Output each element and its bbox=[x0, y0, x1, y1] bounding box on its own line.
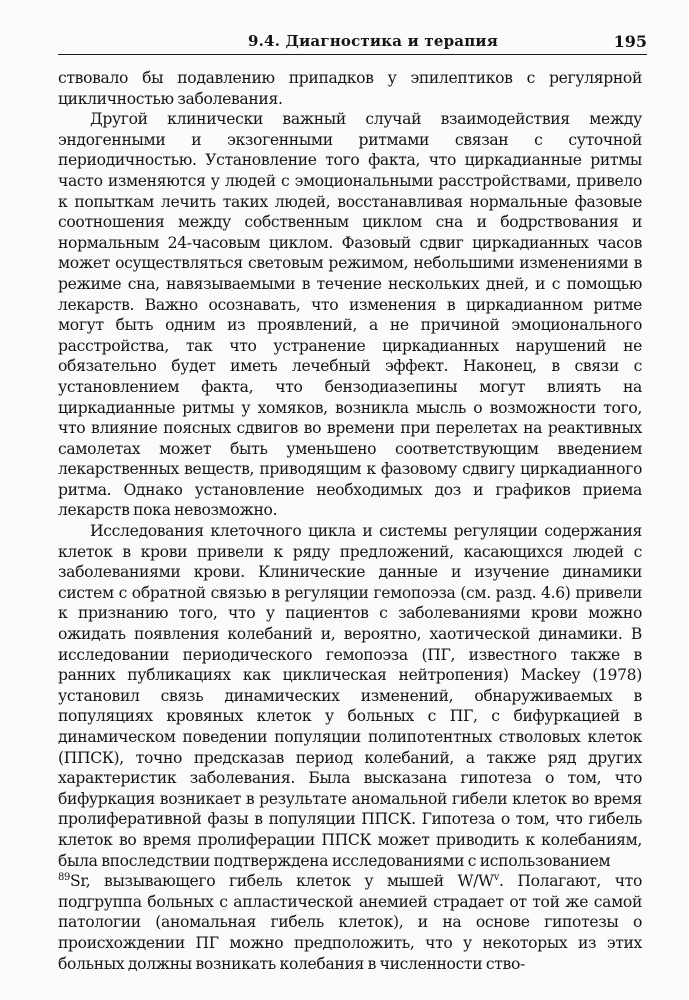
paragraph-strontium-text-a: Sr, вызывающего гибель клеток у мышей W/W bbox=[70, 872, 494, 891]
paragraph-strontium-text-b: . Полагают, что подгруппа больных с апластической анемией страдает от той же самой патологии (аномальная гибель клеток), и на основе гипотезы о происхождении ПГ можно предположить, что у некоторых из этих больных должны возникать колебания в численности ство- bbox=[58, 872, 642, 973]
isotope-mass-superscript: 89 bbox=[58, 871, 71, 883]
page-number: 195 bbox=[613, 32, 647, 51]
running-title: 9.4. Диагностика и терапия bbox=[248, 32, 499, 50]
page-header bbox=[58, 30, 647, 55]
paragraph-continuation: ствовало бы подавлению припадков у эпилептиков с регулярной цикличностью заболевания. bbox=[58, 69, 642, 108]
paragraph-strontium bbox=[58, 871, 642, 974]
paragraph-circadian-rhythms: Другой клинически важный случай взаимодействия между эндогенными и экзогенными ритмами связан с суточной периодичностью. Установление того факта, что циркадианные ритмы часто изменяются у людей с эмоциональными расстройствами, привело к попыткам лечить таких людей, восстанавливая нормальные фазовые соотношения между собственным циклом сна и бодрствования и нормальным 24-часовым циклом. Фазовый сдвиг циркадианных часов может осуществляться световым режимом, небольшими изменениями в режиме сна, навязываемыми в течение нескольких дней, и с помощью лекарств. Важно осознавать, что изменения в циркадианном ритме могут быть одним из проявлений, а не причиной эмоционального расстройства, так что устранение циркадианных нарушений не обязательно будет иметь лечебный эффект. Наконец, в связи с установлением факта, что бензодиазепины могут влиять на циркадианные ритмы у хомяков, возникла мысль о возможности того, что влияние поясных сдвигов во времени при перелетах на реактивных самолетах может быть уменьшено соответствующим введением лекарственных веществ, приводящим к фазовому сдвигу циркадианного ритма. Однако установление необходимых доз и графиков приема лекарств пока невозможно. bbox=[58, 110, 642, 520]
genotype-superscript: v bbox=[493, 871, 500, 883]
paragraph-hematopoiesis: Исследования клеточного цикла и системы регуляции содержания клеток в крови привели к ряду предложений, касающихся людей с заболеваниями крови. Клинические данные и изучение динамики систем с обратной связью в регуляции гемопоэза (см. разд. 4.6) привели к признанию того, что у пациентов с заболеваниями крови можно ожидать появления колебаний и, вероятно, хаотической динамики. В исследовании периодического гемопоэза (ПГ, известного также в ранних публикациях как циклическая нейтропения) Mackey (1978) установил связь динамических изменений, обнаруживаемых в популяциях кровяных клеток у больных с ПГ, с бифуркацией в динамическом поведении популяции полипотентных стволовых клеток (ППСК), точно предсказав период колебаний, а также ряд других характеристик заболевания. Была высказана гипотеза о том, что бифуркация возникает в результате аномальной гибели клеток во время пролиферативной фазы в популяции ППСК. Гипотеза о том, что гибель клеток во время пролиферации ППСК может приводить к колебаниям, была впоследствии подтверждена исследованиями с использованием bbox=[58, 522, 642, 870]
body-text bbox=[58, 68, 642, 974]
